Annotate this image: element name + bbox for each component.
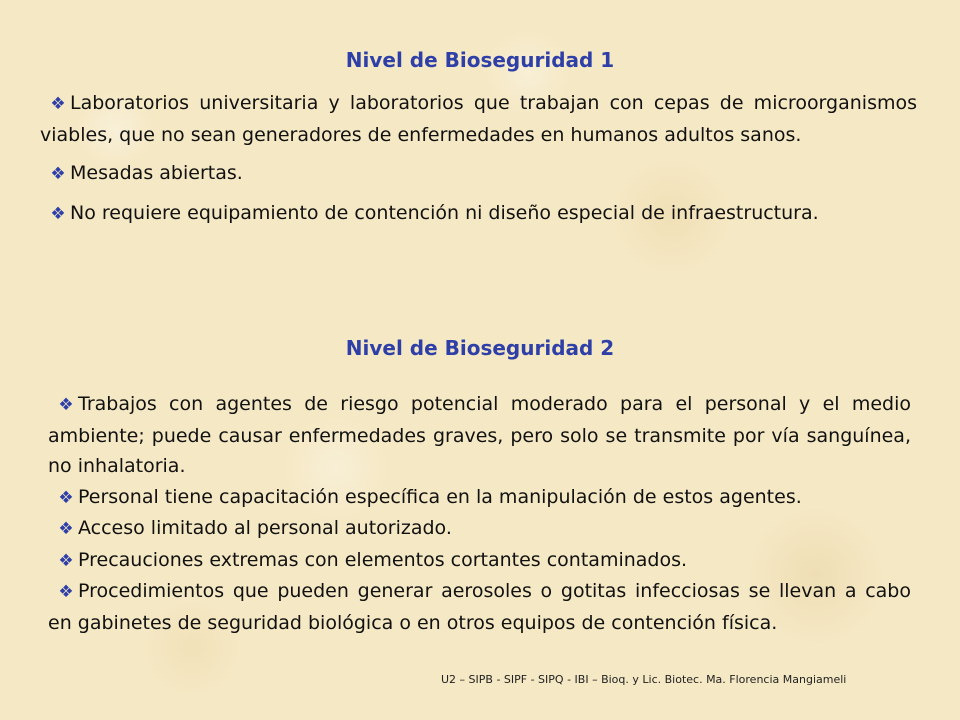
level2-item-text: Acceso limitado al personal autorizado.	[78, 517, 452, 539]
level1-item-2	[40, 158, 917, 190]
diamond-bullet-icon: ❖	[58, 487, 74, 508]
level1-title: Nivel de Bioseguridad 1	[345, 48, 615, 72]
level2-item-1	[48, 389, 911, 482]
diamond-bullet-icon: ❖	[50, 94, 66, 114]
diamond-bullet-icon: ❖	[58, 550, 74, 571]
footer-credit: U2 – SIPB - SIPF - SIPQ - IBI – Bioq. y Lic. Biotec. Ma. Florencia Mangiameli	[441, 673, 847, 686]
level1-item-text: No requiere equipamiento de contención ni diseño especial de infraestructura.	[70, 201, 819, 224]
level2-title: Nivel de Bioseguridad 2	[345, 336, 615, 360]
level2-list	[48, 389, 911, 638]
level1-item-1	[40, 88, 917, 150]
level1-item-text: Laboratorios universitaria y laboratorios que trabajan con cepas de microorganismos viables, que no sean generadores de enfermedades en humanos adultos sanos.	[40, 92, 917, 146]
level1-item-text: Mesadas abiertas.	[70, 162, 243, 184]
level2-item-text: Procedimientos que pueden generar aerosoles o gotitas infecciosas se llevan a cabo en gabinetes de seguridad biológica o en otros equipos de contención física.	[48, 580, 911, 634]
level2-item-3	[48, 513, 911, 545]
diamond-bullet-icon: ❖	[58, 395, 74, 415]
diamond-bullet-icon: ❖	[58, 582, 74, 602]
level1-list	[40, 88, 917, 229]
diamond-bullet-icon: ❖	[50, 164, 66, 184]
level2-item-2	[48, 482, 911, 514]
level2-item-4	[48, 545, 911, 577]
level2-item-5	[48, 576, 911, 638]
level1-item-3	[40, 198, 917, 230]
level2-item-text: Trabajos con agentes de riesgo potencial moderado para el personal y el medio ambiente; puede causar enfermedades graves, pero solo se transmite por vía sanguínea, no inhalatoria.	[48, 393, 911, 477]
diamond-bullet-icon: ❖	[50, 203, 66, 224]
level2-item-text: Precauciones extremas con elementos cortantes contaminados.	[78, 548, 688, 571]
diamond-bullet-icon: ❖	[58, 519, 74, 539]
level2-item-text: Personal tiene capacitación específica en la manipulación de estos agentes.	[78, 485, 802, 508]
